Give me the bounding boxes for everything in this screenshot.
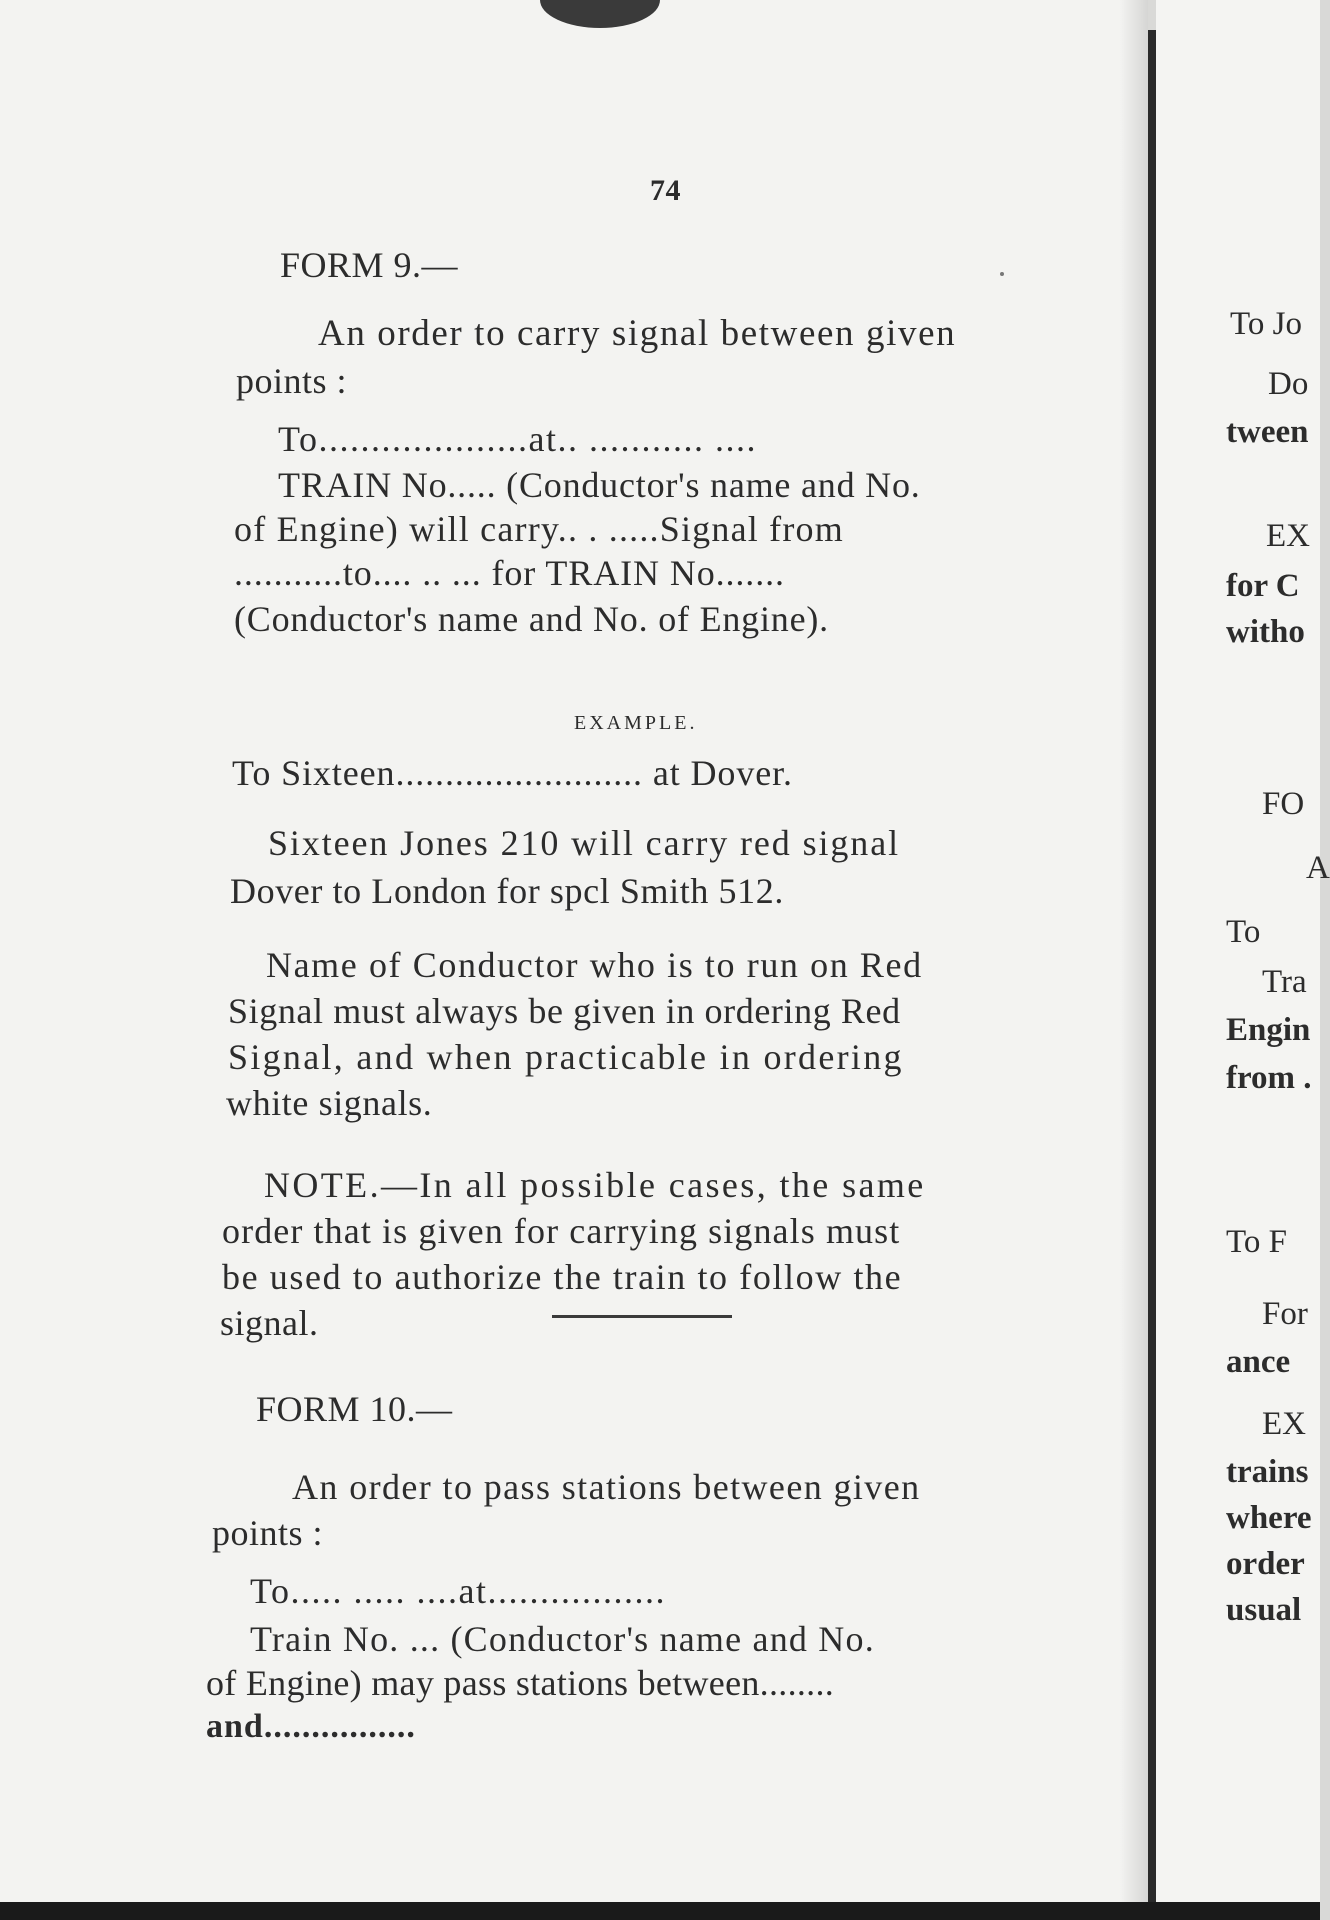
right-line: usual	[1226, 1592, 1302, 1628]
gutter-line	[1148, 30, 1156, 1902]
form9-intro-line2: points :	[236, 361, 348, 401]
spine-shadow	[1120, 0, 1148, 1902]
right-line: Do	[1268, 366, 1309, 402]
note-line4: signal.	[220, 1303, 319, 1343]
form10-intro-line2: points :	[212, 1513, 324, 1553]
right-line: trains	[1226, 1454, 1309, 1490]
name-paragraph-line1: Name of Conductor who is to run on Red	[266, 945, 923, 985]
right-line: witho	[1226, 614, 1305, 650]
page-number: 74	[650, 174, 681, 207]
form10-train-line3: and................	[206, 1708, 416, 1745]
note-line3: be used to authorize the train to follow the	[222, 1257, 903, 1297]
name-paragraph-line2: Signal must always be given in ordering Red	[228, 991, 901, 1031]
example-line1: Sixteen Jones 210 will carry red signal	[268, 823, 900, 863]
form9-to-line: To....................at.. ........... ....	[278, 419, 757, 459]
form9-train-line2: of Engine) will carry.. . .....Signal from	[234, 509, 844, 549]
right-line: where	[1226, 1500, 1312, 1536]
form10-intro-line1: An order to pass stations between given	[292, 1467, 921, 1507]
form10-train-line2: of Engine) may pass stations between........	[206, 1663, 835, 1703]
right-line: ance	[1226, 1344, 1291, 1380]
form10-train-line1: Train No. ... (Conductor's name and No.	[250, 1619, 875, 1659]
scan-bottom-edge	[0, 1902, 1320, 1920]
form9-train-line4: (Conductor's name and No. of Engine).	[234, 599, 829, 639]
note-line1: NOTE.—In all possible cases, the same	[264, 1165, 926, 1205]
form10-heading: FORM 10.—	[256, 1389, 453, 1429]
example-line2: Dover to London for spcl Smith 512.	[230, 871, 784, 911]
form9-heading: FORM 9.—	[280, 245, 459, 285]
right-line: To Jo	[1230, 306, 1302, 342]
right-line: To	[1226, 914, 1261, 950]
example-label: EXAMPLE.	[574, 712, 698, 734]
name-paragraph-line3: Signal, and when practicable in ordering	[228, 1037, 904, 1077]
form10-to-line: To..... ..... ....at.................	[250, 1571, 666, 1611]
note-line2: order that is given for carrying signals must	[222, 1211, 901, 1251]
right-line: from .	[1226, 1060, 1312, 1096]
right-line: To F	[1226, 1224, 1287, 1260]
right-line: EX	[1262, 1406, 1306, 1442]
right-line: Engin	[1226, 1012, 1311, 1048]
right-line: order	[1226, 1546, 1305, 1582]
section-divider	[552, 1315, 732, 1318]
form9-train-line3: ...........to.... .. ... for TRAIN No.......	[234, 553, 785, 593]
right-line: tween	[1226, 414, 1309, 450]
right-line: Tra	[1262, 964, 1307, 1000]
form9-train-line1: TRAIN No..... (Conductor's name and No.	[278, 465, 921, 505]
right-page	[1156, 0, 1330, 1902]
right-line: For	[1262, 1296, 1308, 1332]
form9-intro-line1: An order to carry signal between given	[318, 313, 957, 354]
speck	[1000, 272, 1004, 276]
right-line: A	[1306, 850, 1330, 886]
right-line: FO	[1262, 786, 1305, 822]
right-line: for C	[1226, 568, 1300, 604]
example-to-line: To Sixteen......................... at Dover.	[232, 753, 793, 793]
name-paragraph-line4: white signals.	[226, 1083, 433, 1123]
ink-blot	[540, 0, 660, 28]
right-line: EX	[1266, 518, 1310, 554]
